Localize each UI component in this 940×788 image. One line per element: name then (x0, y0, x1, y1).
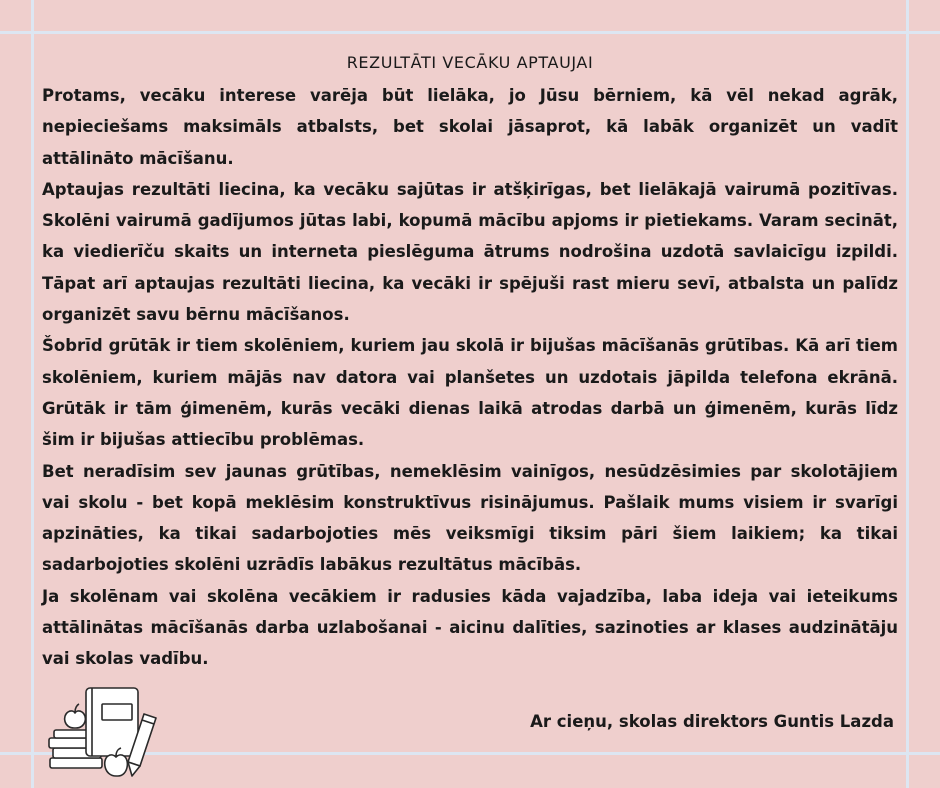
grid-line-top (0, 31, 940, 34)
grid-line-right (906, 0, 909, 788)
paragraph-3: Šobrīd grūtāk ir tiem skolēniem, kuriem jau skolā ir bijušas mācīšanās grūtības. Kā arī tiem skolēniem, kuriem mājās nav datora vai planšetes un uzdotais jāpilda telefona ekrānā. Grūtāk ir tām ģimenēm, kurās vecāki dienas laikā atrodas darbā un ģimenēm, kurās līdz šim ir bijušas attiecību problēmas. (42, 336, 898, 450)
document-body (42, 52, 898, 675)
school-books-apple-pencil-icon (44, 686, 168, 780)
paragraph-1: Protams, vecāku interese varēja būt lielāka, jo Jūsu bērniem, kā vēl nekad agrāk, nepieciešams maksimāls atbalsts, bet skolai jāsaprot, kā labāk organizēt un vadīt attālināto mācīšanu. (42, 86, 898, 168)
paragraph-5: Ja skolēnam vai skolēna vecākiem ir radusies kāda vajadzība, laba ideja vai ieteikums attālinātas mācīšanās darba uzlabošanai - aicinu dalīties, sazinoties ar klases audzinātāju vai skolas vadību. (42, 586, 898, 669)
signature: Ar cieņu, skolas direktors Guntis Lazda (530, 712, 894, 731)
document-title: REZULTĀTI VECĀKU APTAUJAI (346, 53, 594, 72)
grid-line-left (31, 0, 34, 788)
paragraph-2: Aptaujas rezultāti liecina, ka vecāku sajūtas ir atšķirīgas, bet lielākajā vairumā pozitīvas. Skolēni vairumā gadījumos jūtas labi, kopumā mācību apjoms ir pietiekams. Varam secināt, ka viedierīču skaits un interneta pieslēguma ātrums nodrošina uzdotā savlaicīgu izpildi. Tāpat arī aptaujas rezultāti liecina, ka vecāki ir spējuši rast mieru sevī, atbalsta un palīdz organizēt savu bērnu mācīšanos. (42, 179, 898, 325)
paragraph-4: Bet neradīsim sev jaunas grūtības, nemeklēsim vainīgos, nesūdzēsimies par skolotājiem vai skolu - bet kopā meklēsim konstruktīvus risinājumus. Pašlaik mums visiem ir svarīgi apzināties, ka tikai sadarbojoties mēs veiksmīgi tiksim pāri šiem laikiem; ka tikai sadarbojoties skolēni uzrādīs labākus rezultātus mācībās. (42, 461, 898, 575)
